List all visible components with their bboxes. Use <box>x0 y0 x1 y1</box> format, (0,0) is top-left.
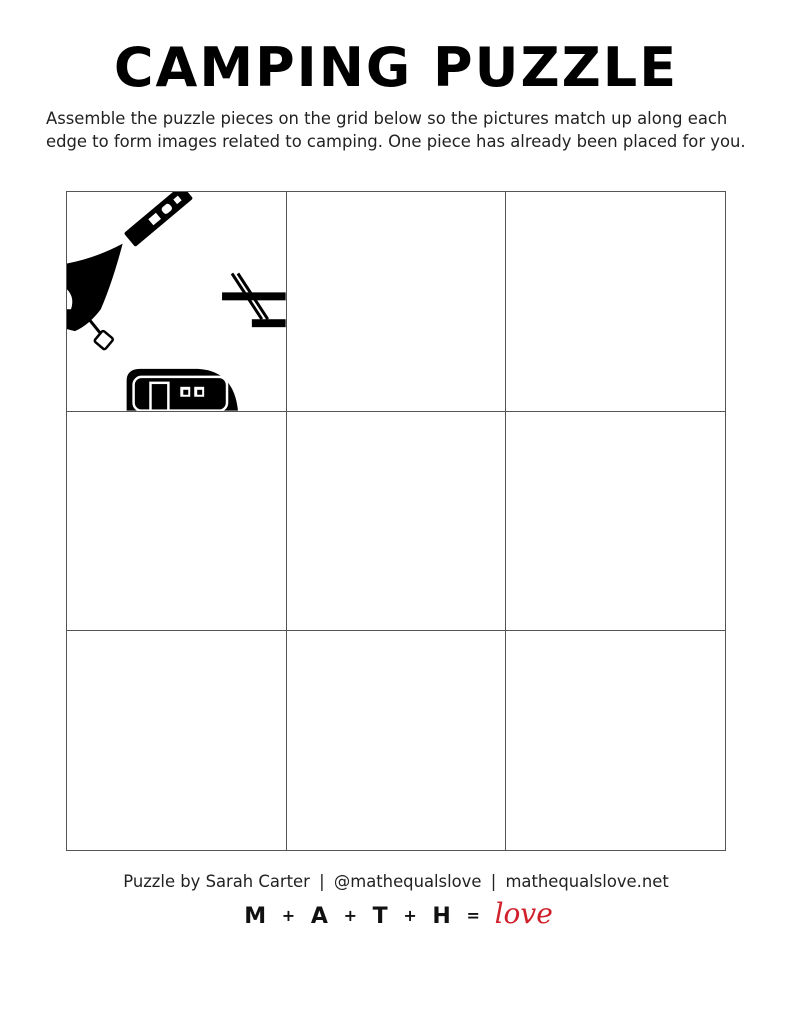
grid-cell-r3c3[interactable] <box>506 631 726 851</box>
flashlight-icon <box>124 192 193 247</box>
puzzle-grid <box>66 191 726 851</box>
logo-plus: + <box>281 906 296 925</box>
logo-equals: = <box>466 906 480 925</box>
website-link[interactable]: mathequalslove.net <box>505 872 669 891</box>
tent-icon <box>67 244 123 350</box>
camp-chair-icon <box>222 273 286 327</box>
trailer-icon <box>127 369 238 411</box>
grid-cell-r2c3[interactable] <box>506 412 726 632</box>
grid-cell-r1c2[interactable] <box>287 192 507 412</box>
logo-letter: H <box>432 904 451 929</box>
grid-cell-r1c3[interactable] <box>506 192 726 412</box>
grid-cell-r2c2[interactable] <box>287 412 507 632</box>
grid-cell-r3c1[interactable] <box>67 631 287 851</box>
grid-cell-r1c1[interactable] <box>67 192 287 412</box>
grid-cell-r3c2[interactable] <box>287 631 507 851</box>
logo-letter: T <box>372 904 388 929</box>
logo-plus: + <box>403 906 417 925</box>
author-credit: Puzzle by Sarah Carter <box>123 872 310 891</box>
footer-separator: | <box>319 872 325 891</box>
instructions-text: Assemble the puzzle pieces on the grid below so the pictures match up along each edge to form images related to camping. One piece has already been placed for you. <box>46 109 746 151</box>
math-equals-love-logo <box>0 897 792 934</box>
placed-piece <box>67 192 286 411</box>
page-title: CAMPING PUZZLE <box>113 36 679 99</box>
footer-credit <box>0 871 792 893</box>
logo-plus: + <box>343 906 357 925</box>
footer-separator: | <box>490 872 497 891</box>
social-handle: @mathequalslove <box>333 872 482 891</box>
grid-cell-r2c1[interactable] <box>67 412 287 632</box>
logo-letter: A <box>310 904 328 929</box>
logo-love-script: love <box>494 897 553 930</box>
logo-letter: M <box>244 904 267 929</box>
